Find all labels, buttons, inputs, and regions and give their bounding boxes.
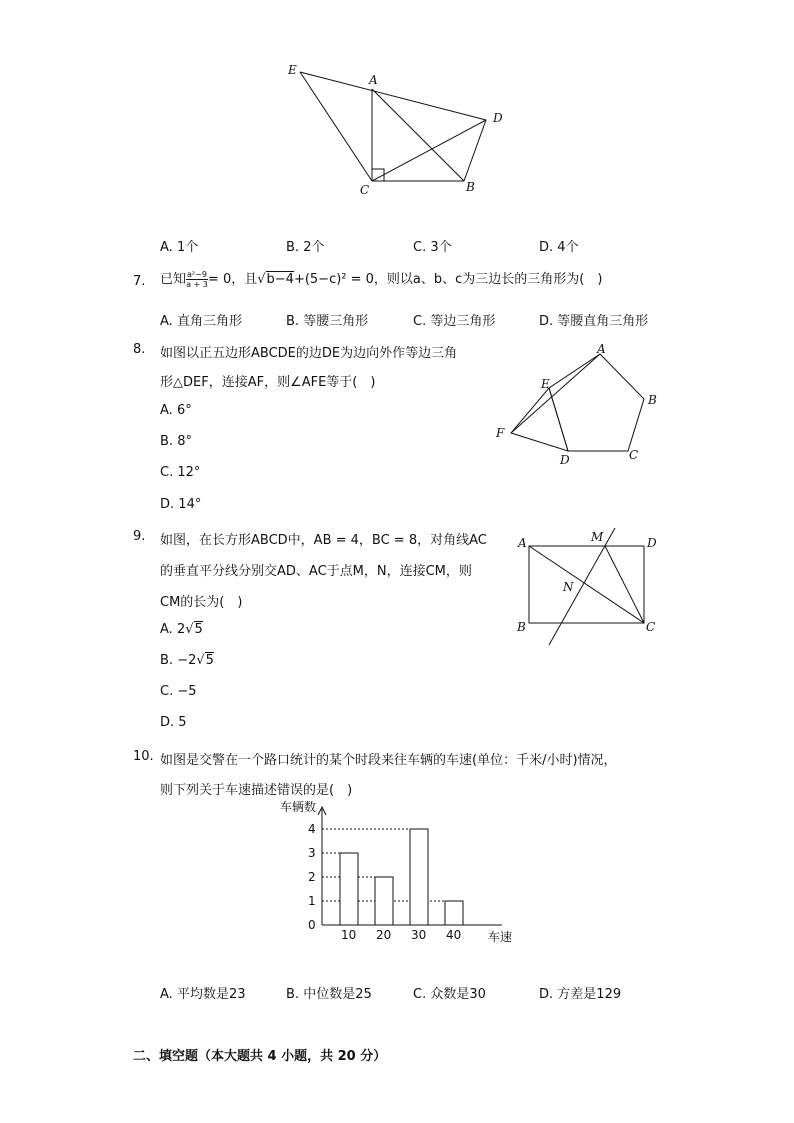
q9-line-cm bbox=[605, 546, 644, 623]
q9-label-n: N bbox=[563, 580, 574, 594]
chart-y-tick-label: 3 bbox=[308, 846, 316, 860]
q10-bar-chart bbox=[270, 795, 530, 950]
q6-label-e: E bbox=[288, 63, 297, 77]
q9-number: 9. bbox=[133, 529, 146, 544]
q6-option-a: A. 1个 bbox=[160, 240, 199, 255]
q9-option-c: C. −5 bbox=[160, 684, 197, 699]
q9-figure bbox=[510, 525, 670, 650]
q9-line1: 如图，在长方形ABCD中，AB = 4，BC = 8，对角线AC bbox=[160, 533, 487, 548]
q9-diagonal-ac bbox=[529, 546, 644, 623]
q10-line1: 如图是交警在一个路口统计的某个时段来往车辆的车速(单位：千米/小时)情况， bbox=[160, 753, 617, 768]
q6-option-c: C. 3个 bbox=[413, 240, 452, 255]
chart-bar bbox=[410, 829, 428, 925]
chart-x-tick-label: 10 bbox=[341, 928, 357, 942]
chart-y-tick-label: 1 bbox=[308, 894, 316, 908]
q9-option-a: A. 2√5 bbox=[160, 622, 203, 637]
q8-label-e: E bbox=[541, 377, 550, 391]
q10-line2: 则下列关于车速描述错误的是( ) bbox=[160, 783, 353, 798]
q8-option-d: D. 14° bbox=[160, 497, 202, 512]
q8-option-a: A. 6° bbox=[160, 403, 192, 418]
q9-label-a: A bbox=[518, 536, 527, 550]
chart-y-tick-label: 2 bbox=[308, 870, 316, 884]
q6-option-b: B. 2个 bbox=[286, 240, 325, 255]
q8-label-f: F bbox=[496, 426, 505, 440]
q7-stem-c: +(5−c)² = 0，则以a、b、c为三边长的三角形为( ) bbox=[293, 272, 603, 287]
q7-sqrt-body: b−4 bbox=[266, 272, 294, 287]
q8-label-a: A bbox=[597, 342, 606, 356]
q8-option-b: B. 8° bbox=[160, 434, 192, 449]
q9-label-b: B bbox=[517, 620, 526, 634]
q6-line-cd bbox=[372, 120, 486, 181]
q7-stem-a: 已知 bbox=[160, 272, 187, 287]
chart-y-label: 车辆数 bbox=[280, 800, 317, 814]
chart-x-tick-label: 40 bbox=[446, 928, 462, 942]
q8-line1: 如图以正五边形ABCDE的边DE为边向外作等边三角 bbox=[160, 346, 458, 361]
q10-option-d: D. 方差是129 bbox=[539, 987, 622, 1002]
q8-label-c: C bbox=[629, 448, 639, 462]
q7-stem: 已知 $\frac{\text{a²−9}}{a + 3}$ = 0，且√b−4+(5−c)² = 0，则以a、b、c为三边长的三角形为( ) bbox=[160, 270, 603, 289]
q9-label-d: D bbox=[647, 536, 657, 550]
q7-option-b: B. 等腰三角形 bbox=[286, 314, 369, 329]
q8-line2: 形△DEF，连接AF，则∠AFE等于( ) bbox=[160, 375, 376, 390]
q6-line-ec bbox=[300, 72, 372, 181]
q6-label-b: B bbox=[466, 180, 475, 194]
q8-line-af bbox=[511, 354, 600, 433]
q8-number: 8. bbox=[133, 342, 146, 357]
q6-line-bd bbox=[464, 120, 486, 181]
q8-figure bbox=[490, 338, 670, 473]
q9-label-m: M bbox=[591, 530, 604, 544]
q7-option-a: A. 直角三角形 bbox=[160, 314, 242, 329]
q6-figure bbox=[280, 58, 520, 203]
chart-bar bbox=[445, 901, 463, 925]
q7-number: 7. bbox=[133, 274, 146, 289]
q9-line2: 的垂直平分线分别交AD、AC于点M，N，连接CM，则 bbox=[160, 564, 472, 579]
q6-label-a: A bbox=[369, 73, 378, 87]
q9-line3: CM的长为( ) bbox=[160, 595, 243, 610]
q9-option-b: B. −2√5 bbox=[160, 653, 214, 668]
q6-label-d: D bbox=[493, 111, 503, 125]
q10-option-a: A. 平均数是23 bbox=[160, 987, 246, 1002]
q7-option-c: C. 等边三角形 bbox=[413, 314, 496, 329]
q9-label-c: C bbox=[646, 620, 656, 634]
chart-x-tick-label: 20 bbox=[376, 928, 392, 942]
q6-label-c: C bbox=[360, 183, 370, 197]
q7-stem-b: = 0，且 bbox=[207, 272, 258, 287]
q8-triangle-def bbox=[511, 388, 568, 451]
q10-number: 10. bbox=[133, 749, 154, 764]
chart-y-tick-label: 4 bbox=[308, 822, 316, 836]
q10-option-b: B. 中位数是25 bbox=[286, 987, 372, 1002]
q10-option-c: C. 众数是30 bbox=[413, 987, 486, 1002]
chart-bar bbox=[340, 853, 358, 925]
section2-heading: 二、填空题（本大题共 4 小题，共 20 分） bbox=[133, 1049, 387, 1064]
chart-y-tick-label: 0 bbox=[308, 918, 316, 932]
q6-option-d: D. 4个 bbox=[539, 240, 579, 255]
chart-x-tick-label: 30 bbox=[411, 928, 427, 942]
q8-label-d: D bbox=[560, 453, 570, 467]
q8-option-c: C. 12° bbox=[160, 465, 201, 480]
q8-label-b: B bbox=[648, 393, 657, 407]
q7-fraction: $\frac{\text{a²−9}}{a + 3}$ bbox=[186, 270, 208, 289]
q7-option-d: D. 等腰直角三角形 bbox=[539, 314, 649, 329]
q6-line-ed bbox=[300, 72, 486, 120]
chart-x-label: 车速 bbox=[488, 930, 513, 944]
q9-option-d: D. 5 bbox=[160, 715, 187, 730]
chart-bar bbox=[375, 877, 393, 925]
